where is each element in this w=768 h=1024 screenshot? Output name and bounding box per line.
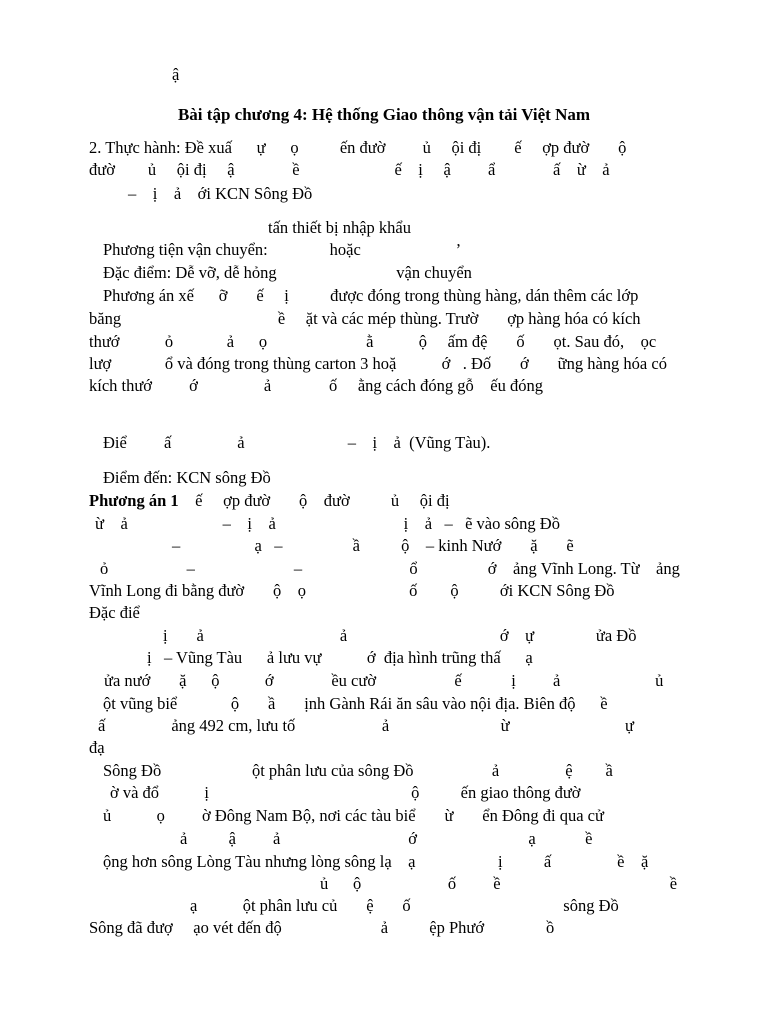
features-line: ấ ảng 492 cm, lưu tố ả ừ ự: [98, 716, 635, 735]
river-line: ạ ột phân lưu củ ệ ố sông Đồ: [190, 896, 619, 915]
goods-name: tấn thiết bị nhập khẩu: [268, 218, 411, 237]
plan-line: Phương án xế ỡ ế ị được đóng trong thùng hàng, dán thêm các lớp: [103, 286, 639, 305]
features-line: ị – Vũng Tàu ả lưu vự ớ địa hình trũng thấ ạ: [147, 648, 533, 667]
river-line: Sông đã đượ ạo vét đến độ ả ệp Phướ ồ: [89, 918, 555, 937]
practice-line-1: 2. Thực hành: Đề xuấ ự ọ ến đườ ủ ội đị ế ợp đườ ộ: [89, 138, 627, 157]
document-title: Bài tập chương 4: Hệ thống Giao thông vận tải Việt Nam: [177, 105, 591, 124]
option1-heading: [89, 490, 450, 512]
river-line: ờ và đổ ị ộ ến giao thông đườ: [110, 783, 581, 802]
option1-line: ỏ – – ổ ớ ảng Vĩnh Long. Từ ảng: [100, 559, 680, 578]
plan-line: thướ ỏ ả ọ ằ ộ ấm đệ ố ọt. Sau đó, ọc: [89, 332, 657, 351]
goods-feature: Đặc điểm: Dễ vỡ, dễ hỏng vận chuyển: [103, 263, 472, 282]
option1-line: – ạ – ầ ộ – kinh Nướ ặ ẽ: [172, 536, 574, 555]
river-line: ộng hơn sông Lòng Tàu nhưng lòng sông lạ ạ ị ấ ề ặ: [103, 852, 649, 871]
plan-line: kích thướ ớ ả ố ằng cách đóng gỗ ếu đóng: [89, 376, 543, 395]
goods-vehicle: Phương tiện vận chuyển: hoặc ’: [103, 240, 462, 259]
option1-label: Phương án 1: [89, 491, 179, 510]
option1-label-rest: ế ợp đườ ộ đườ ủ ội đị: [178, 491, 450, 510]
header-mark: ậ: [172, 65, 180, 84]
features-heading: Đặc điể: [89, 603, 140, 622]
plan-line: băng ề ặt và các mép thùng. Trườ ợp hàng hóa có kích: [89, 309, 641, 328]
river-line: ả ậ ả ớ ạ ề: [180, 829, 593, 848]
option1-line: Vĩnh Long đi bằng đườ ộ ọ ố ộ ới KCN Sông Đồ: [89, 581, 615, 600]
plan-line: lượ ổ và đóng trong thùng carton 3 hoặ ớ . Đố ớ ững hàng hóa có: [89, 354, 667, 373]
option1-line: ừ ả – ị ả ị ả – ẽ vào sông Đồ: [95, 514, 560, 533]
origin-line: Điể ấ ả – ị ả (Vũng Tàu).: [103, 433, 491, 452]
river-line: ủ ộ ố ề ề: [320, 874, 678, 893]
features-line: đạ: [89, 738, 105, 757]
destination-line: Điểm đến: KCN sông Đồ: [103, 468, 271, 487]
features-line: ửa nướ ặ ộ ớ ều cườ ế ị ả ủ: [104, 671, 664, 690]
river-line: ủ ọ ờ Đông Nam Bộ, nơi các tàu biể ừ ển Đông đi qua cử: [103, 806, 604, 825]
practice-line-2: đườ ủ ội đị ậ ề ế ị ậ ẩ ấ ừ ả: [89, 160, 610, 179]
features-line: ị ả ả ớ ự ửa Đồ: [163, 626, 637, 645]
features-line: ột vũng biể ộ ầ ịnh Gành Rái ăn sâu vào nội địa. Biên độ ề: [103, 694, 608, 713]
river-line: Sông Đồ ột phân lưu của sông Đồ ả ệ ầ: [103, 761, 613, 780]
practice-line-3: – ị ả ới KCN Sông Đồ: [128, 184, 313, 203]
